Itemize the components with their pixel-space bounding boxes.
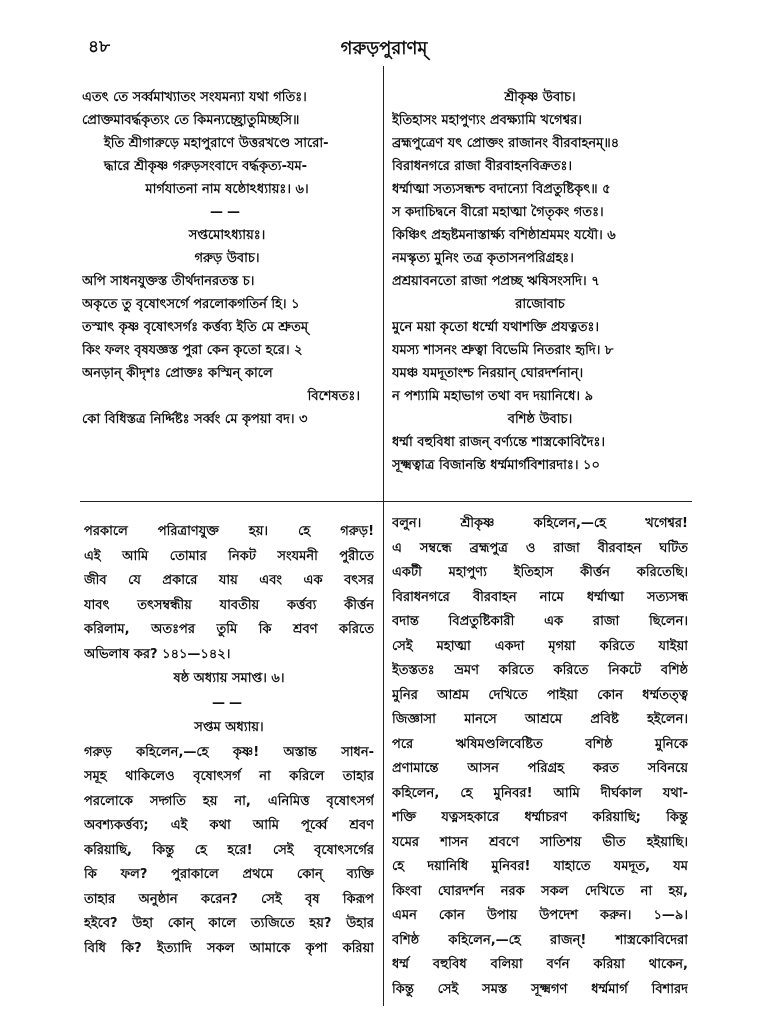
text-line: বিশেষতঃ। [307, 389, 360, 404]
sanskrit-verse-left [82, 86, 372, 431]
text-line: মার্গযাতনা নাম ষষ্ঠোঽধ্যায়ঃ। ৬। [145, 182, 309, 197]
text-line: একটী মহাপুণ্য ইতিহাস কীর্ত্তন করিতেছি। [392, 565, 688, 580]
text-line: অকৃতে তু বৃষোৎসর্গে পরলোকগতির্ন হি। ১ [82, 297, 300, 312]
running-header: গরুড়পুরাণম্ [340, 38, 428, 59]
text-line: কিং ফলং বৃষযজ্ঞস্ত পুরা কেন কৃতো হরে। ২ [82, 343, 303, 358]
text-line: এতৎ তে সর্ব্বমাখ্যাতং সংযমন্যা যথা গতিঃ। [82, 90, 307, 105]
text-line: সপ্তমোঽধ্যায়ঃ। [188, 228, 266, 243]
text-line: ইতি শ্রীগারুড়ে মহাপুরাণে উত্তরখণ্ডে সারো- [104, 136, 329, 151]
text-line: যমঞ্চ যমদূতাংশ্চ নিরয়ান্ ঘোরদর্শনান্। [392, 366, 584, 381]
text-line: নমস্কৃত্য মুনিং তত্র কৃতাসনপরিগ্রহঃ। [392, 251, 574, 266]
text-line: গরুড় কহিলেন,—হে কৃষ্ণ! অস্তান্ত সাধন- [84, 744, 374, 760]
text-line: ব্রহ্মপুত্রেণ যৎ প্রোক্তং রাজানং বীরবাহনম্॥৪ [392, 136, 620, 151]
text-line: রাজোবাচ [515, 297, 565, 312]
text-line: কিঞ্চিৎ প্রহৃষ্টমনাস্তার্ক্ষ্য বশিষ্ঠাশ্রমমং যযৌ। ৬ [392, 228, 616, 243]
section-divider [80, 501, 692, 502]
text-line: ধর্ম্মাত্মা সত্যসন্ধশ্চ বদান্যো বিপ্রতুষ্টিকৃৎ॥ ৫ [392, 182, 611, 197]
text-line: সেই মহাত্মা একদা মৃগয়া করিতে যাইয়া [392, 638, 688, 654]
text-line: বলুন। শ্রীকৃষ্ণ কহিলেন,—হে খগেশ্বর! [392, 516, 688, 531]
text-line: যমের শাসন শ্রবণে সাতিশয় ভীত হইয়াছি। [392, 834, 688, 850]
text-line: প্রণামান্তে আসন পরিগ্রহ করত সবিনয়ে [392, 761, 688, 776]
bengali-translation-left [84, 520, 374, 961]
text-line: বিধি কি? ইত্যাদি সকল আমাকে কৃপা করিয়া [84, 940, 374, 956]
text-line: অপি সাধনযুক্তস্ত তীর্থদানরতস্ত চ। [82, 274, 255, 289]
text-line: ইতিহাসং মহাপুণ্যং প্রবক্ষ্যামি খগেশ্বর। [392, 113, 582, 128]
text-line: কিন্তু সেই সমস্ত সূক্ষ্মগণ ধর্ম্মমার্গ বিশারদ [392, 981, 688, 997]
text-line: পরকালে পরিত্রাণযুক্ত হয়। হে গরুড়! [84, 524, 374, 539]
text-line: পরলোকে সদ্গতি হয় না, এনিমিত্ত বৃষোৎসর্গ [84, 793, 374, 809]
text-line: —— [210, 205, 244, 220]
text-line: কহিলেন, হে মুনিবর! আমি দীর্ঘকাল যথা- [392, 785, 688, 801]
text-line: বিরাধনগরে বীরবাহন নামে ধর্ম্মাত্মা সত্যসন্ধ [392, 589, 688, 605]
bengali-translation-right [392, 512, 688, 1002]
text-line: পরে ঋষিমণ্ডলিবেষ্টিত বশিষ্ঠ মুনিকে [392, 736, 688, 752]
text-line: যাবৎ তৎসম্বন্ধীয় যাবতীয় কর্ত্তব্য কীর্ত্তন [84, 597, 374, 613]
sanskrit-verse-right [392, 86, 688, 477]
text-line: সূক্ষ্মত্বাত্র বিজানন্তি ধর্ম্মমার্গবিশারদাঃ। ১০ [392, 458, 600, 473]
column-divider [383, 66, 384, 1006]
text-line: এই আমি তোমার নিকট সংযমনী পুরীতে [84, 548, 374, 564]
text-line: বশিষ্ঠ কহিলেন,—হে রাজন্! শাস্ত্রকোবিদেরা [392, 932, 688, 948]
text-line: দ্ধারে শ্রীকৃষ্ণ গরুড়সংবাদে বর্দ্ধকৃত্য-যম- [104, 159, 308, 174]
text-line: শ্রীকৃষ্ণ উবাচ। [504, 90, 576, 105]
text-line: স কদাচিদ্বনে বীরো মহাত্মা গৈতৃকং গতঃ। [392, 205, 604, 220]
text-line: জীব যে প্রকারে যায় এবং এক বৎসর [84, 573, 374, 588]
text-line: মুনির আশ্রম দেখিতে পাইয়া কোন ধর্ম্মতত্ত্ব [392, 687, 688, 703]
text-line: প্রোক্তমাবর্দ্ধকৃত্যং তে কিমন্যচ্ছ্রোতুমিচ্ছসি॥ [82, 113, 300, 128]
text-line: —— [212, 695, 246, 711]
text-line: ইতস্ততঃ ভ্রমণ করিতে করিতে নিকটে বশিষ্ঠ [392, 663, 688, 678]
text-line: তাহার অনুষ্ঠান করেন? সেই বৃষ কিরূপ [84, 891, 374, 907]
text-line: এ সম্বন্ধে ব্রহ্মপুত্র ও রাজা বীরবাহন ঘটিত [392, 540, 688, 556]
text-line: কো বিধিস্তত্র নির্দ্দিষ্টঃ সর্ব্বং মে কৃপয়া বদ। ৩ [82, 412, 308, 427]
text-line: এমন কোন উপায় উপদেশ করুন। ১—৯। [392, 908, 688, 923]
text-line: সমূহ থাকিলেও বৃষোৎসর্গ না করিলে তাহার [84, 769, 374, 784]
text-line: কিংবা ঘোরদর্শন নরক সকল দেখিতে না হয়, [392, 883, 688, 899]
text-line: বশিষ্ঠ উবাচ। [507, 412, 573, 427]
text-line: বিরাধনগরে রাজা বীরবাহনবিক্রতঃ। [392, 159, 573, 174]
text-line: জিজ্ঞাসা মানসে আশ্রমে প্রবিষ্ট হইলেন। [392, 712, 688, 727]
text-line: মুনে ময়া কৃতো ধর্ম্মো যথাশক্তি প্রযত্নতঃ। [392, 320, 600, 335]
page-number: ৪৮ [88, 37, 111, 57]
text-line: সপ্তম অধ্যায়। [194, 720, 264, 735]
text-line: প্রশ্রয়াবনতো রাজা পপ্রচ্ছ ঋষিসংসদি। ৭ [392, 274, 600, 289]
text-line: ধর্ম্ম বহুবিধ বলিয়া বর্ণন করিয়া থাকেন, [392, 957, 688, 972]
text-line: ষষ্ঠ অধ্যায় সমাপ্ত। ৬। [173, 671, 285, 686]
text-line: করিলাম, অতঃপর তুমি কি শ্রবণ করিতে [84, 622, 374, 637]
text-line: গরুড় উবাচ। [194, 251, 260, 266]
text-line: অনড়ান্ কীদৃশঃ প্রোক্তঃ কস্মিন্ কালে [82, 366, 273, 381]
text-line: করিয়াছি, কিন্তু হে হরে! সেই বৃষোৎসর্গের [84, 842, 374, 858]
text-line: ন পশ্যামি মহাভাগ তথা বদ দয়ানিধে। ৯ [392, 389, 594, 404]
text-line: তস্মাৎ কৃষ্ণ বৃষোৎসর্গঃ কর্ত্তব্য ইতি মে শ্রুতম্ [82, 320, 309, 335]
text-line: শক্তি যত্নসহকারে ধর্ম্মাচরণ করিয়াছি; কিন্তু [392, 810, 688, 825]
text-line: অভিলাষ কর? ১৪১—১৪২। [84, 646, 231, 662]
text-line: হে দয়ানিধি মুনিবর! যাহাতে যমদূত, যম [392, 859, 688, 874]
text-line: অবশ্যকর্ত্তব্য; এই কথা আমি পূর্ব্বে শ্রবণ [84, 818, 374, 833]
text-line: কি ফল? পুরাকালে প্রথমে কোন্ ব্যক্তি [84, 867, 374, 882]
text-line: বদান্ত বিপ্রতুষ্টিকারী এক রাজা ছিলেন। [392, 614, 688, 629]
text-line: যমস্য শাসনং শ্রুত্বা বিভেমি নিতরাং হৃদি। ৮ [392, 343, 614, 358]
text-line: ধর্ম্মা বহুবিধা রাজন্ বর্ণ্যন্তে শাস্ত্রকোবিদৈঃ। [392, 435, 606, 450]
text-line: হইবে? উহা কোন্ কালে ত্যজিতে হয়? উহার [84, 916, 374, 931]
